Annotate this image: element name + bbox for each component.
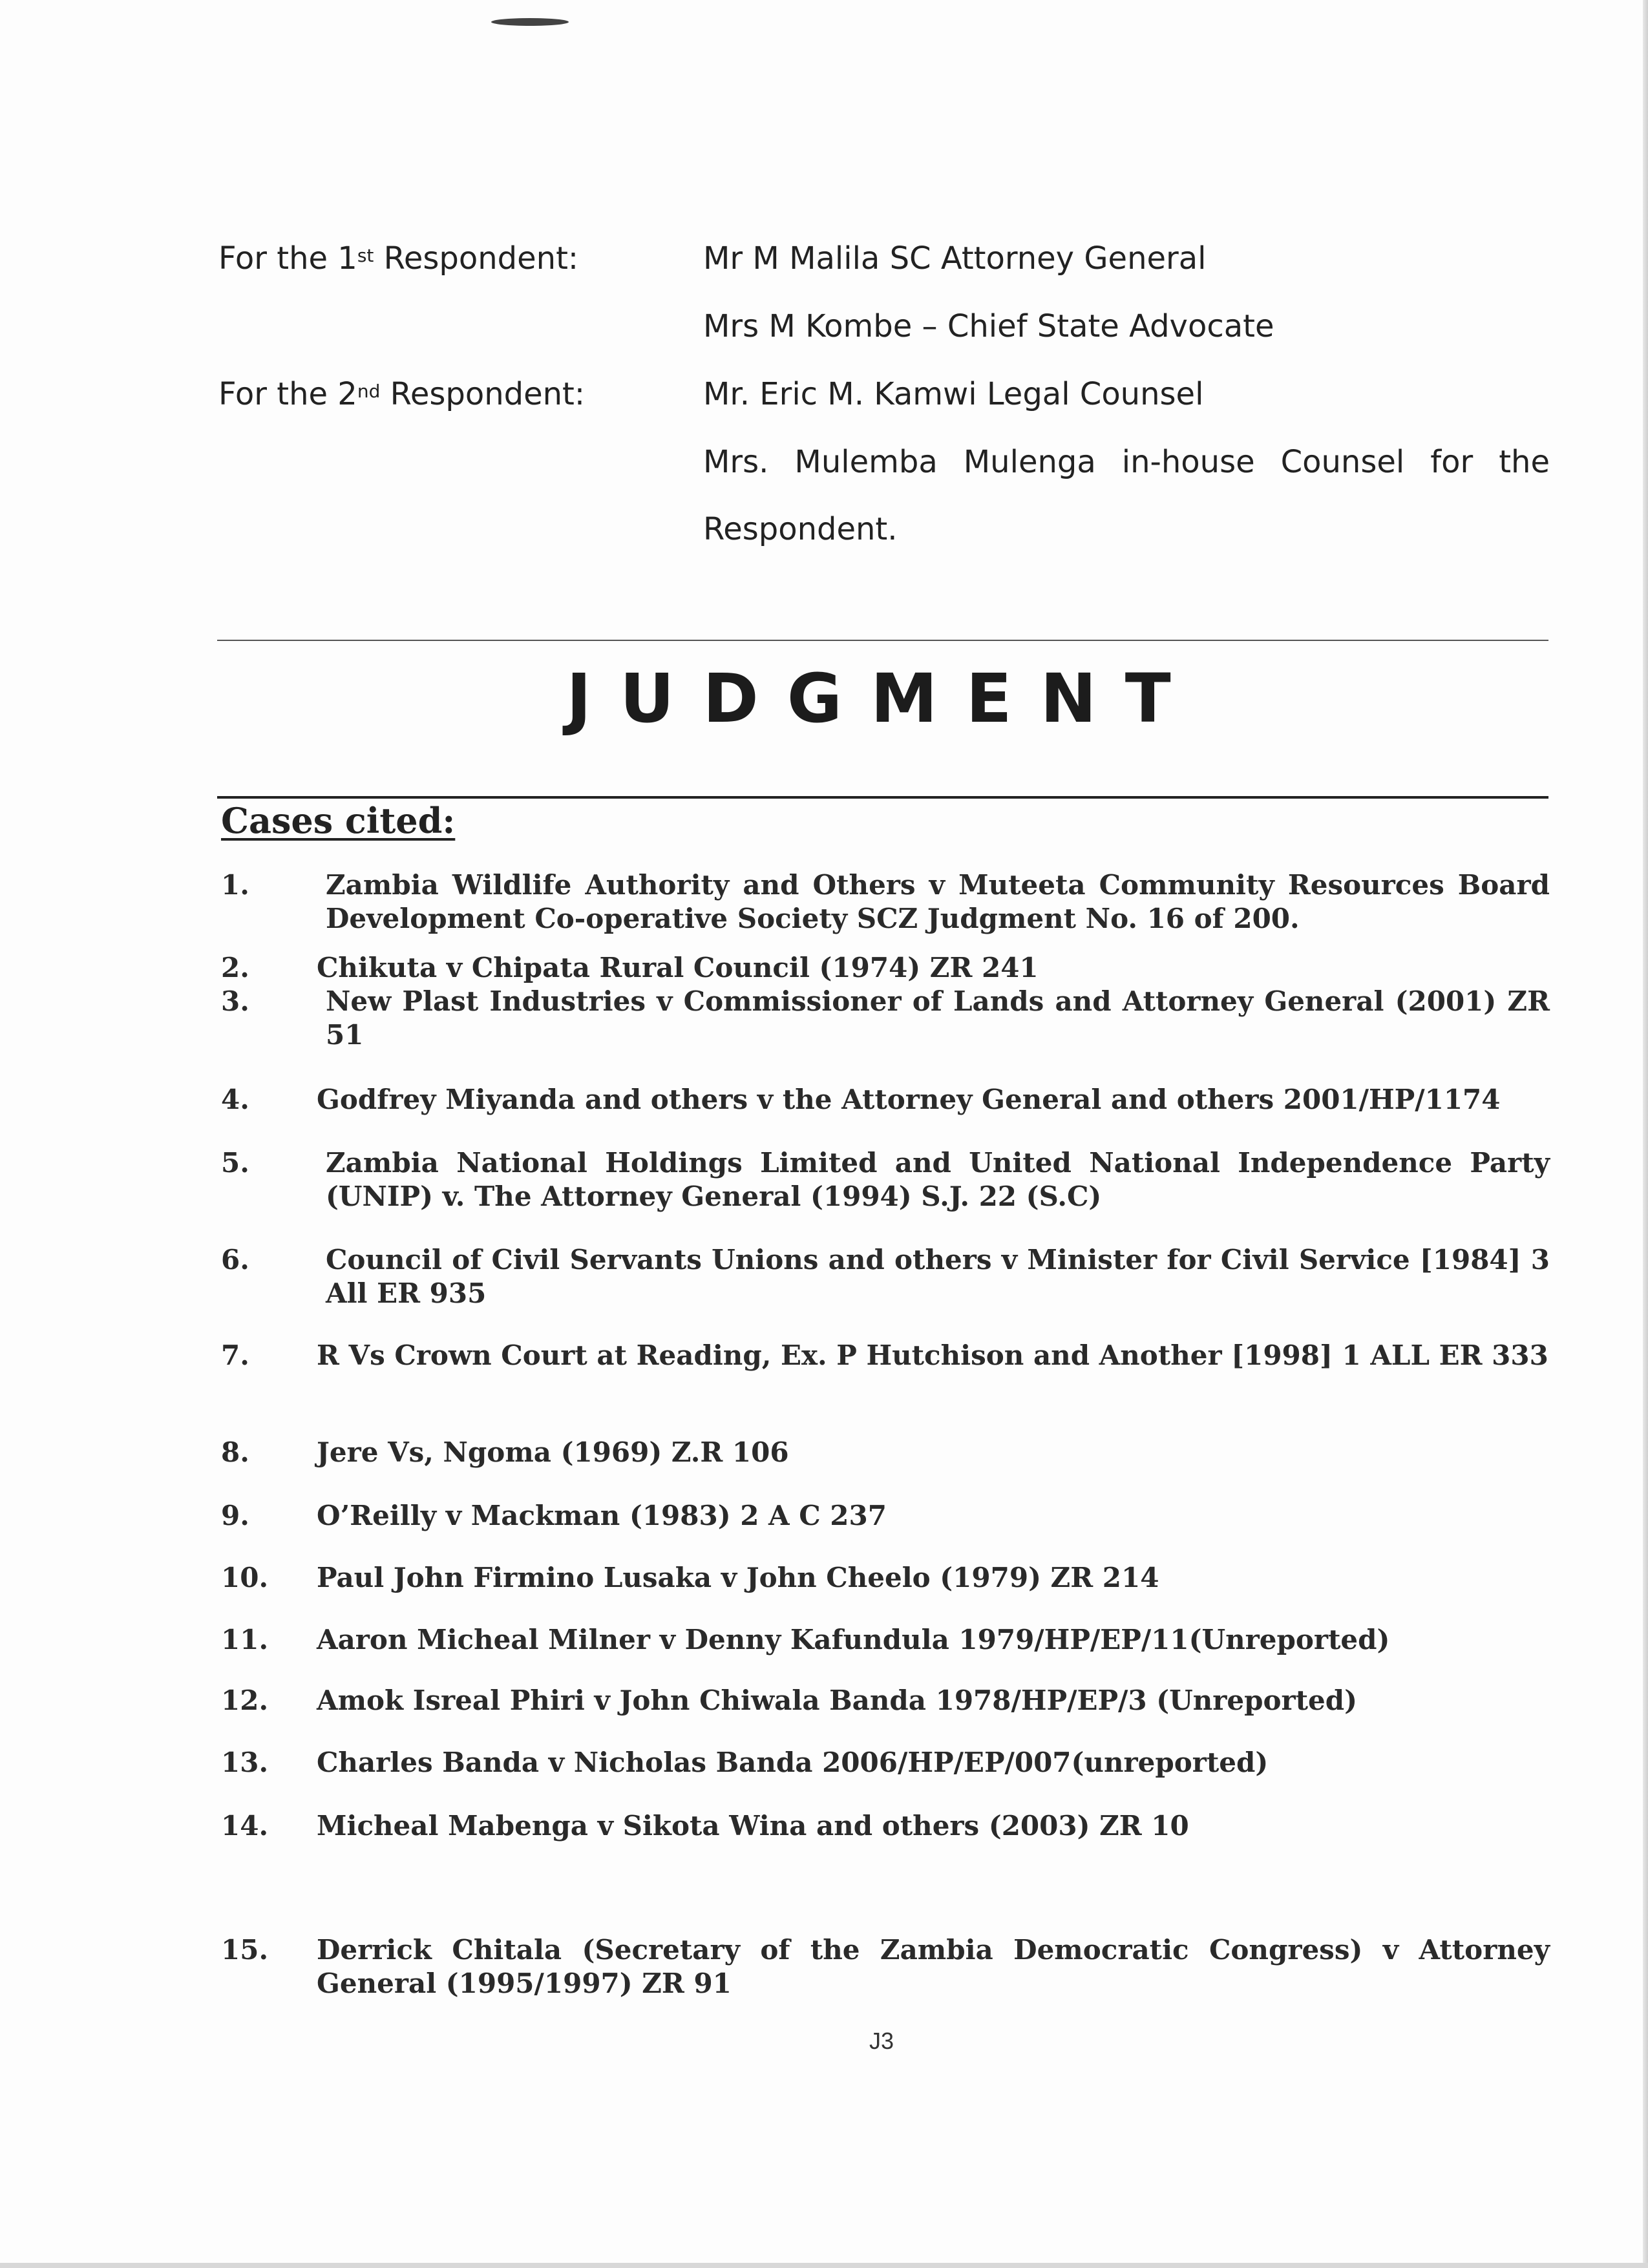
case-number: 10. — [221, 1562, 269, 1593]
counsel-name: Mrs. Mulemba Mulenga in-house Counsel for the — [703, 444, 1550, 480]
case-item — [221, 1436, 1550, 1469]
case-number: 6. — [221, 1244, 249, 1276]
case-citation: O’Reilly v Mackman (1983) 2 A C 237 — [317, 1500, 887, 1531]
case-number: 15. — [221, 1934, 269, 1966]
case-citation: Godfrey Miyanda and others v the Attorney General and others 2001/HP/1174 — [317, 1084, 1501, 1115]
counsel-name: Mr. Eric M. Kamwi Legal Counsel — [703, 376, 1204, 412]
case-item — [221, 1083, 1550, 1117]
case-citation: Charles Banda v Nicholas Banda 2006/HP/EP/007(unreported) — [317, 1747, 1269, 1778]
case-number: 4. — [221, 1084, 249, 1115]
case-item — [221, 1561, 1550, 1595]
case-item — [221, 1499, 1550, 1533]
scan-edge-right — [1643, 0, 1648, 2268]
case-item — [221, 1746, 1550, 1780]
case-citation: Zambia Wildlife Authority and Others v Muteeta Community Resources Board Development Co-operative Society SCZ Judgment No. 16 of 200. — [326, 869, 1550, 934]
case-item — [221, 1684, 1550, 1717]
page-title: JUDGMENT — [566, 659, 1199, 738]
case-item — [221, 1809, 1550, 1843]
case-citation: Council of Civil Servants Unions and others v Minister for Civil Service [1984] 3 All ER 935 — [326, 1244, 1550, 1309]
case-citation: Chikuta v Chipata Rural Council (1974) ZR 241 — [317, 952, 1039, 983]
case-number: 9. — [221, 1500, 249, 1531]
case-number: 11. — [221, 1624, 269, 1655]
page-number: J3 — [869, 2028, 894, 2054]
case-citation: R Vs Crown Court at Reading, Ex. P Hutchison and Another [1998] 1 ALL ER 333 — [317, 1339, 1548, 1371]
counsel-label: For the 2nd Respondent: — [218, 376, 586, 412]
scan-edge-bottom — [0, 2263, 1648, 2268]
case-item — [221, 1339, 1550, 1372]
case-citation: New Plast Industries v Commissioner of Lands and Attorney General (2001) ZR 51 — [326, 985, 1550, 1051]
scan-smudge — [491, 18, 569, 26]
case-citation: Derrick Chitala (Secretary of the Zambia Democratic Congress) v Attorney General (1995/1997) ZR 91 — [317, 1934, 1550, 1999]
case-item — [221, 1933, 1550, 2000]
case-number: 13. — [221, 1747, 269, 1778]
case-number: 7. — [221, 1339, 249, 1371]
case-citation: Micheal Mabenga v Sikota Wina and others (2003) ZR 10 — [317, 1810, 1189, 1842]
case-number: 8. — [221, 1436, 249, 1468]
case-item — [221, 985, 1550, 1052]
counsel-first-respondent — [218, 239, 1550, 375]
divider-bottom — [217, 796, 1548, 799]
case-item — [221, 868, 1550, 936]
counsel-block — [218, 239, 1550, 549]
case-number: 2. — [221, 952, 249, 983]
case-citation: Aaron Micheal Milner v Denny Kafundula 1979/HP/EP/11(Unreported) — [317, 1624, 1390, 1655]
case-citation: Zambia National Holdings Limited and United National Independence Party (UNIP) v. The Attorney General (1994) S.J. 22 (S.C) — [326, 1147, 1550, 1212]
case-item — [221, 951, 1550, 985]
counsel-name: Respondent. — [703, 511, 898, 547]
case-number: 14. — [221, 1810, 269, 1842]
case-item — [221, 1146, 1550, 1213]
case-citation: Paul John Firmino Lusaka v John Cheelo (1979) ZR 214 — [317, 1562, 1159, 1593]
divider-top — [217, 640, 1548, 641]
counsel-names — [703, 375, 1550, 549]
case-number: 5. — [221, 1147, 249, 1179]
counsel-label: For the 1st Respondent: — [218, 240, 579, 277]
case-citation: Jere Vs, Ngoma (1969) Z.R 106 — [317, 1436, 789, 1468]
cases-heading: Cases cited: — [221, 800, 456, 841]
case-item — [221, 1243, 1550, 1310]
counsel-name: Mr M Malila SC Attorney General — [703, 240, 1207, 277]
case-number: 1. — [221, 869, 249, 901]
case-number: 12. — [221, 1685, 269, 1716]
case-item — [221, 1623, 1550, 1657]
counsel-name: Mrs M Kombe – Chief State Advocate — [703, 308, 1274, 344]
counsel-names — [703, 239, 1550, 375]
case-citation: Amok Isreal Phiri v John Chiwala Banda 1978/HP/EP/3 (Unreported) — [317, 1685, 1357, 1716]
case-number: 3. — [221, 985, 249, 1017]
counsel-second-respondent — [218, 375, 1550, 549]
